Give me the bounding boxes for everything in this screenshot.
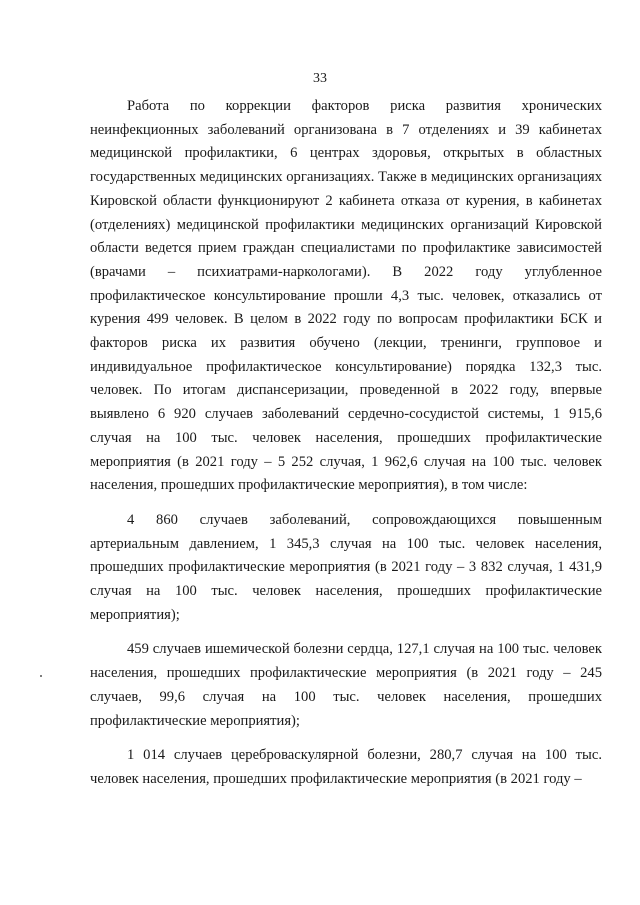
- scan-speck: [40, 675, 42, 677]
- paragraph-ischemic-heart-disease: 459 случаев ишемической болезни сердца, 127,1 случая на 100 тыс. человек населения, прошедших профилактические мероприятия (в 2021 году – 245 случаев, 99,6 случая на 100 тыс. человек населения, прошедших профилактические мероприятия);: [90, 641, 602, 729]
- body-text: [90, 95, 602, 792]
- page-number: 33: [313, 71, 327, 86]
- paragraph-intro: Работа по коррекции факторов риска развития хронических неинфекционных заболеваний организована в 7 отделениях и 39 кабинетах медицинской профилактики, 6 центрах здоровья, открытых в областных государственных медицинских организациях. Также в медицинских организациях Кировской области функционируют 2 кабинета отказа от курения, в кабинетах (отделениях) медицинской профилактики медицинских организаций Кировской области ведется прием граждан специалистами по профилактике зависимостей (врачами – психиатрами-наркологами). В 2022 году углубленное профилактическое консультирование прошли 4,3 тыс. человек, отказались от курения 499 человек. В целом в 2022 году по вопросам профилактики БСК и факторов риска их развития обучено (лекции, тренинги, групповое и индивидуальное профилактическое консультирование) порядка 132,3 тыс. человек. По итогам диспансеризации, проведенной в 2022 году, впервые выявлено 6 920 случаев заболеваний сердечно-сосудистой системы, 1 915,6 случая на 100 тыс. человек населения, прошедших профилактические мероприятия (в 2021 году – 5 252 случая, 1 962,6 случая на 100 тыс. человек населения, прошедших профилактические мероприятия), в том числе:: [90, 98, 602, 494]
- paragraph-hypertension: 4 860 случаев заболеваний, сопровождающихся повышенным артериальным давлением, 1 345,3 случая на 100 тыс. человек населения, прошедших профилактические мероприятия (в 2021 году – 3 832 случая, 1 431,9 случая на 100 тыс. человек населения, прошедших профилактические мероприятия);: [90, 511, 602, 623]
- paragraph-cerebrovascular-disease: 1 014 случаев цереброваскулярной болезни, 280,7 случая на 100 тыс. человек населения, прошедших профилактические мероприятия (в 2021 году –: [90, 747, 602, 787]
